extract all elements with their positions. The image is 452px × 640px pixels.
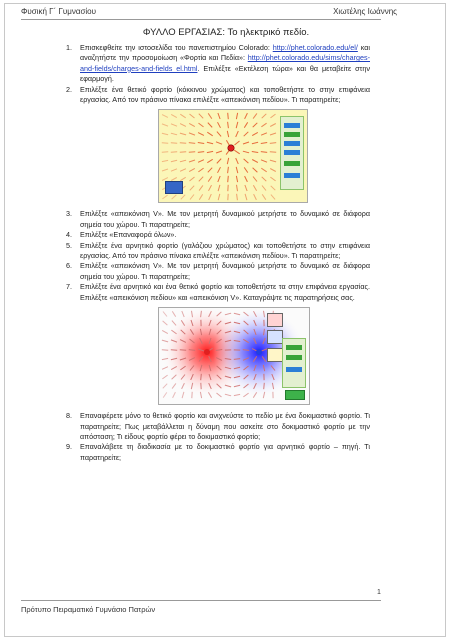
field-arrow-icon	[253, 114, 257, 119]
field-arrow-icon	[216, 151, 222, 153]
field-arrow-icon	[162, 161, 168, 162]
field-arrow-icon	[180, 152, 186, 153]
field-arrow-icon	[162, 178, 168, 181]
field-arrow-icon	[162, 196, 167, 200]
field-arrow-icon	[209, 195, 212, 201]
field-arrow-icon	[218, 113, 220, 119]
field-arrow-icon	[163, 384, 167, 389]
field-arrow-icon	[261, 124, 266, 128]
task-text: . Επιλέξτε «Εκτέλεση τώρα» και θα μεταβείτε στην εφαρμογή.	[80, 63, 370, 84]
header-subject: Φυσική Γ΄ Γυμνασίου	[21, 7, 96, 16]
field-arrow-icon	[243, 142, 249, 144]
task-number: 9.	[66, 442, 72, 452]
control-panel	[282, 338, 306, 388]
control-panel	[280, 116, 304, 190]
field-arrow-icon	[207, 143, 213, 144]
page-number: 1	[377, 589, 381, 596]
task-item-4	[66, 230, 370, 240]
field-arrow-icon	[236, 176, 237, 182]
field-arrow-icon	[163, 321, 168, 325]
field-arrow-icon	[199, 124, 204, 128]
field-arrow-icon	[261, 152, 267, 153]
task-number: 7.	[66, 282, 72, 292]
field-arrow-icon	[162, 115, 168, 118]
sensor-basket-icon	[267, 348, 283, 362]
field-arrow-icon	[252, 143, 258, 144]
task-list	[66, 43, 370, 463]
field-arrow-icon	[270, 124, 276, 127]
field-arrow-icon	[209, 186, 212, 192]
voltmeter-icon	[165, 181, 183, 194]
positive-charge-basket-icon	[267, 313, 283, 327]
field-arrow-icon	[228, 113, 229, 119]
field-arrow-icon	[189, 124, 195, 127]
field-arrow-icon	[252, 133, 258, 136]
task-text: Επιλέξτε «Επαναφορά όλων».	[80, 230, 177, 240]
field-arrow-icon	[208, 177, 212, 182]
field-arrow-icon	[189, 143, 195, 144]
field-arrow-icon	[264, 383, 265, 389]
task-text: Επιλέξτε ένα αρνητικό φορτίο (γαλάζιου χρώματος) και τοποθετήστε το στην επιφάνεια εργασίας. Από τον πράσινο πίνακα επιλέξτε «απεικόνιση πεδίου». Τι παρατηρείτε;	[80, 240, 370, 261]
phet-home-link[interactable]: http://phet.colorado.edu/el/	[272, 43, 358, 52]
field-arrow-icon	[198, 160, 204, 163]
field-arrow-icon	[180, 169, 186, 172]
field-arrow-icon	[261, 133, 267, 135]
field-arrow-icon	[244, 123, 247, 128]
field-arrow-icon	[172, 195, 177, 199]
field-arrow-icon	[236, 167, 238, 173]
field-arrow-icon	[225, 394, 231, 396]
field-arrow-icon	[172, 383, 176, 388]
field-arrow-icon	[218, 123, 221, 129]
field-arrow-icon	[216, 142, 222, 144]
task-item-1	[66, 43, 370, 85]
field-arrow-icon	[180, 115, 185, 119]
task-text: Επιλέξτε «απεικόνιση V». Με τον μετρητή δυναμικού μετρήστε το δυναμικό σε διάφορα σημεία του χώρου. Τι παρατηρείτε;	[80, 209, 370, 229]
field-arrow-icon	[180, 124, 186, 127]
field-arrow-icon	[180, 134, 186, 136]
positive-charge-icon	[204, 349, 210, 355]
field-arrow-icon	[190, 177, 195, 181]
field-arrow-icon	[236, 113, 237, 119]
field-arrow-icon	[207, 133, 212, 137]
field-arrow-icon	[244, 159, 249, 163]
panel-option-icon	[284, 173, 300, 178]
field-arrow-icon	[199, 114, 203, 119]
task-text: Επισκεφθείτε την ιστοσελίδα του πανεπιστημίου Colorado:	[80, 43, 273, 52]
field-arrow-icon	[218, 194, 220, 200]
field-arrow-icon	[271, 186, 276, 190]
field-arrow-icon	[189, 133, 195, 135]
field-arrow-icon	[271, 115, 276, 119]
field-arrow-icon	[163, 392, 167, 397]
field-arrow-icon	[261, 143, 267, 144]
field-arrow-icon	[163, 312, 167, 317]
panel-option-icon	[284, 132, 300, 137]
field-arrow-icon	[198, 152, 204, 153]
field-arrow-icon	[253, 177, 257, 182]
panel-option-icon	[284, 141, 300, 146]
field-arrow-icon	[245, 185, 247, 191]
field-arrow-icon	[244, 132, 249, 136]
field-arrow-icon	[201, 374, 202, 380]
field-arrow-icon	[243, 152, 249, 154]
task-item-3	[66, 209, 370, 230]
field-arrow-icon	[234, 151, 239, 155]
field-arrow-icon	[190, 195, 194, 200]
field-arrow-icon	[262, 114, 267, 118]
field-arrow-icon	[171, 143, 177, 144]
field-arrow-icon	[171, 134, 177, 136]
field-arrow-icon	[228, 167, 229, 173]
header-author: Χιωτέλης Ιωάννης	[333, 7, 397, 16]
panel-option-icon	[284, 123, 300, 128]
field-arrow-icon	[270, 143, 276, 144]
field-arrow-icon	[180, 161, 186, 163]
field-arrow-icon	[235, 141, 240, 145]
panel-option-icon	[286, 367, 302, 372]
field-arrow-icon	[172, 311, 175, 316]
field-arrow-icon	[262, 177, 267, 181]
field-arrow-icon	[252, 152, 258, 153]
simulation-screenshot-dipole	[158, 307, 310, 405]
field-arrow-icon	[236, 159, 239, 165]
field-arrow-icon	[198, 143, 204, 144]
field-arrow-icon	[227, 158, 228, 164]
field-arrow-icon	[226, 141, 229, 146]
field-arrow-icon	[236, 122, 238, 128]
field-arrow-icon	[190, 114, 195, 118]
simulation-screenshot-positive-charge	[158, 109, 308, 203]
field-arrow-icon	[190, 186, 194, 191]
task-number: 8.	[66, 411, 72, 421]
negative-charge-basket-icon	[267, 330, 283, 344]
field-arrow-icon	[207, 152, 213, 153]
task-number: 5.	[66, 240, 72, 250]
task-item-5	[66, 240, 370, 262]
task-item-7	[66, 282, 370, 303]
field-arrow-icon	[180, 350, 186, 351]
field-arrow-icon	[208, 123, 212, 128]
field-arrow-icon	[252, 160, 258, 163]
field-arrow-icon	[261, 169, 266, 173]
field-arrow-icon	[217, 159, 221, 164]
panel-option-icon	[284, 150, 300, 155]
positive-charge-icon	[228, 145, 234, 151]
field-arrow-icon	[261, 160, 267, 162]
field-arrow-icon	[207, 160, 212, 163]
field-arrow-icon	[228, 176, 229, 182]
field-arrow-icon	[237, 194, 238, 200]
task-text: και αναζητήστε την προσομοίωση «Φορτία και Πεδία»:	[80, 43, 370, 63]
field-arrow-icon	[189, 169, 195, 172]
field-arrow-icon	[217, 132, 221, 137]
field-arrow-icon	[199, 177, 203, 182]
field-arrow-icon	[270, 133, 276, 135]
field-arrow-icon	[244, 168, 248, 173]
task-number: 1.	[66, 43, 72, 52]
field-arrow-icon	[253, 186, 256, 191]
field-arrow-icon	[253, 123, 258, 127]
field-arrow-icon	[189, 160, 195, 162]
field-arrow-icon	[262, 195, 266, 200]
field-arrow-icon	[254, 195, 257, 201]
task-number: 3.	[66, 209, 72, 219]
field-arrow-icon	[270, 178, 275, 182]
field-arrow-icon	[180, 143, 186, 144]
field-arrow-icon	[245, 114, 248, 120]
task-number: 4.	[66, 230, 72, 240]
task-text: Επαναλάβετε τη διαδικασία με το δοκιμαστικό φορτίο για αρνητικό φορτίο – πηγή. Τι παρατηρείτε;	[80, 442, 370, 462]
field-arrow-icon	[208, 168, 212, 173]
worksheet-title: ΦΥΛΛΟ ΕΡΓΑΣΙΑΣ: Το ηλεκτρικό πεδίο.	[142, 27, 310, 38]
task-number: 2.	[66, 84, 72, 94]
field-arrow-icon	[218, 185, 220, 191]
field-arrow-icon	[208, 114, 212, 119]
field-arrow-icon	[162, 124, 168, 126]
field-arrow-icon	[270, 161, 276, 163]
field-arrow-icon	[171, 169, 177, 171]
field-arrow-icon	[198, 133, 204, 136]
field-arrow-icon	[171, 124, 177, 126]
field-arrow-icon	[162, 375, 167, 379]
task-text: Επαναφέρετε μόνο το θετικό φορτίο και ανιχνεύστε το πεδίο με ένα δοκιμαστικό φορτίο. Τι παρατηρείτε; Πως μεταβάλλεται η δύναμη που ασκείτε στο δοκιμαστικό φορτίο με την απόσταση; Τι είδους φορτίο φέρει το δοκιμαστικό φορτίο;	[80, 411, 370, 441]
field-arrow-icon	[237, 185, 238, 191]
field-arrow-icon	[162, 169, 168, 171]
field-arrow-icon	[228, 122, 229, 128]
field-arrow-icon	[218, 176, 220, 182]
field-arrow-icon	[199, 195, 202, 200]
panel-option-icon	[286, 355, 302, 360]
task-item-9	[66, 442, 370, 463]
field-arrow-icon	[262, 186, 266, 191]
task-item-8	[66, 411, 370, 442]
task-item-6	[66, 261, 370, 282]
field-arrow-icon	[162, 134, 168, 135]
field-arrow-icon	[182, 392, 184, 398]
field-arrow-icon	[236, 132, 239, 138]
field-arrow-icon	[253, 168, 258, 172]
field-arrow-icon	[227, 131, 228, 137]
field-arrow-icon	[181, 195, 185, 200]
field-arrow-icon	[234, 394, 240, 395]
panel-option-icon	[286, 345, 302, 350]
field-arrow-icon	[270, 169, 276, 172]
field-arrow-icon	[171, 161, 177, 162]
task-text: Επιλέξτε ένα θετικό φορτίο (κόκκινου χρώματος) και τοποθετήστε το στην επιφάνεια εργασίας. Από τον πράσινο πίνακα επιλέξτε «απεικόνιση πεδίου». Τι παρατηρείτε;	[80, 84, 370, 105]
task-number: 6.	[66, 261, 72, 271]
task-text: Επιλέξτε ένα αρνητικό και ένα θετικό φορτίο και τοποθετήστε τα στην επιφάνεια εργασίας. Επιλέξτε «απεικόνιση πεδίου» και «απεικόνιση V». Καταγράψτε τις παρατηρήσεις σας.	[80, 282, 370, 302]
header-divider	[21, 19, 381, 20]
field-arrow-icon	[245, 177, 248, 183]
field-arrow-icon	[271, 195, 275, 200]
field-arrow-icon	[171, 115, 177, 118]
field-arrow-icon	[270, 152, 276, 153]
footer-divider	[21, 600, 381, 601]
task-text: Επιλέξτε «απεικόνιση V». Με τον μετρητή δυναμικού μετρήστε το δυναμικό σε διάφορα σημεία του χώρου. Τι παρατηρείτε;	[80, 261, 370, 281]
field-arrow-icon	[199, 186, 203, 191]
field-arrow-icon	[198, 169, 203, 173]
panel-option-icon	[284, 161, 300, 166]
field-arrow-icon	[173, 392, 176, 398]
task-item-2	[66, 84, 370, 106]
simulation-link[interactable]: http://phet.colorado.edu/sims/charges-and-fields/charges-and-fields_el.html	[80, 53, 370, 73]
footer-school: Πρότυπο Πειραματικό Γυμνάσιο Πατρών	[21, 605, 156, 614]
field-arrow-icon	[245, 194, 247, 200]
field-arrow-icon	[218, 168, 221, 174]
negative-charge-icon	[256, 349, 262, 355]
reset-button-icon	[285, 390, 305, 400]
field-arrow-icon	[189, 152, 195, 153]
